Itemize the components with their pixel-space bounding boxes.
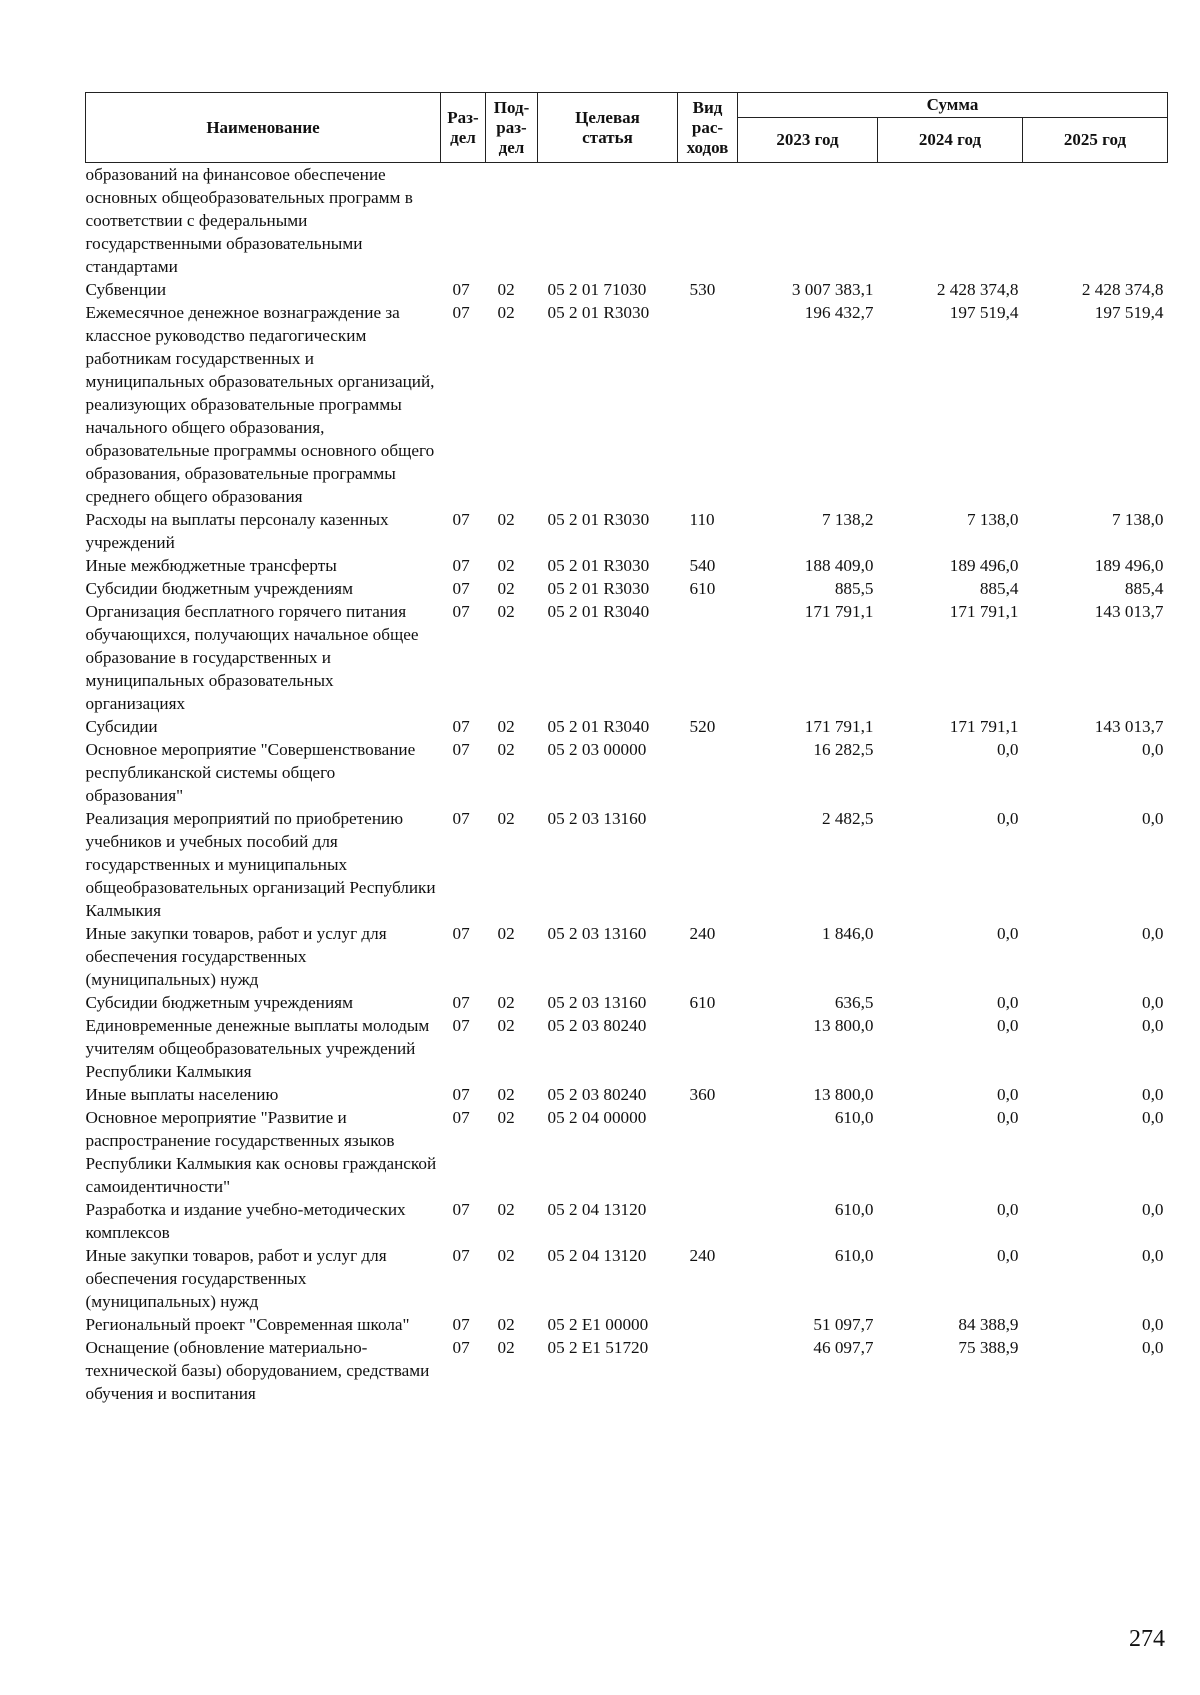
page-number: 274 <box>1129 1626 1165 1652</box>
table-row <box>86 991 1168 1014</box>
row-podrazdel: 02 <box>497 303 515 322</box>
row-sum-2025: 143 013,7 <box>1094 717 1164 736</box>
row-sum-2024: 0,0 <box>997 924 1019 943</box>
row-vid <box>678 163 738 279</box>
row-vid <box>678 807 738 922</box>
table-row <box>86 1244 1168 1313</box>
row-celevaya: 05 2 03 00000 <box>547 740 647 759</box>
row-sum-2025: 885,4 <box>1124 579 1164 598</box>
table-row <box>86 1198 1168 1244</box>
row-podrazdel: 02 <box>497 579 515 598</box>
row-sum-2025: 0,0 <box>1142 1016 1164 1035</box>
row-name: Расходы на выплаты персоналу казенных учреждений <box>85 510 389 552</box>
header-year-2023: 2023 год <box>738 118 878 163</box>
row-celevaya: 05 2 01 R3040 <box>547 717 650 736</box>
row-celevaya: 05 2 01 R3040 <box>547 602 650 621</box>
row-sum-2024: 0,0 <box>997 740 1019 759</box>
header-celevaya-text: Целевая статья <box>575 107 640 147</box>
row-vid: 240 <box>689 1246 716 1265</box>
row-name: Субсидии бюджетным учреждениям <box>85 993 353 1012</box>
row-sum-2024: 0,0 <box>997 1016 1019 1035</box>
row-celevaya: 05 2 E1 51720 <box>547 1338 649 1357</box>
row-sum-2023: 46 097,7 <box>813 1338 874 1357</box>
row-razdel: 07 <box>452 717 470 736</box>
row-podrazdel: 02 <box>497 717 515 736</box>
row-sum-2025: 2 428 374,8 <box>1081 280 1164 299</box>
row-vid <box>678 1014 738 1083</box>
row-sum-2023: 196 432,7 <box>804 303 874 322</box>
row-sum-2024: 7 138,0 <box>966 510 1019 529</box>
row-sum-2025: 0,0 <box>1142 1200 1164 1219</box>
row-sum-2024: 189 496,0 <box>949 556 1019 575</box>
row-sum-2025: 0,0 <box>1142 924 1164 943</box>
row-name: Реализация мероприятий по приобретению учебников и учебных пособий для государственных и муниципальных общеобразовательных организаций Республики Калмыкия <box>85 809 436 920</box>
row-podrazdel: 02 <box>497 1200 515 1219</box>
table-header <box>86 93 1168 163</box>
row-vid <box>678 738 738 807</box>
table-row <box>86 301 1168 508</box>
row-celevaya: 05 2 04 00000 <box>547 1108 647 1127</box>
row-podrazdel: 02 <box>497 1315 515 1334</box>
row-razdel: 07 <box>452 1338 470 1357</box>
row-name: Разработка и издание учебно-методических комплексов <box>85 1200 406 1242</box>
row-sum-2023: 7 138,2 <box>821 510 874 529</box>
row-vid: 540 <box>689 556 716 575</box>
row-razdel: 07 <box>452 1085 470 1104</box>
table-row <box>86 1083 1168 1106</box>
row-celevaya: 05 2 03 13160 <box>547 993 647 1012</box>
row-sum-2024: 0,0 <box>997 1085 1019 1104</box>
row-vid: 240 <box>689 924 716 943</box>
row-vid <box>678 1313 738 1336</box>
row-name: Иные закупки товаров, работ и услуг для обеспечения государственных (муниципальных) нужд <box>85 1246 387 1311</box>
row-sum-2023: 885,5 <box>834 579 874 598</box>
table-row <box>86 1014 1168 1083</box>
row-vid: 530 <box>689 280 716 299</box>
table-row <box>86 807 1168 922</box>
row-sum-2023 <box>738 163 878 279</box>
row-vid: 610 <box>689 993 716 1012</box>
row-celevaya: 05 2 01 R3030 <box>547 556 650 575</box>
row-podrazdel: 02 <box>497 1085 515 1104</box>
row-sum-2023: 51 097,7 <box>813 1315 874 1334</box>
row-sum-2025 <box>1023 163 1168 279</box>
row-razdel: 07 <box>452 1016 470 1035</box>
row-sum-2025: 0,0 <box>1142 809 1164 828</box>
row-name: Иные межбюджетные трансферты <box>85 556 337 575</box>
table-row <box>86 1313 1168 1336</box>
row-celevaya: 05 2 01 R3030 <box>547 579 650 598</box>
row-sum-2025: 0,0 <box>1142 1246 1164 1265</box>
row-podrazdel: 02 <box>497 740 515 759</box>
table-row <box>86 922 1168 991</box>
row-razdel <box>441 163 486 279</box>
row-podrazdel: 02 <box>497 510 515 529</box>
row-sum-2023: 2 482,5 <box>821 809 874 828</box>
table-row <box>86 715 1168 738</box>
row-podrazdel: 02 <box>497 1338 515 1357</box>
row-podrazdel: 02 <box>497 280 515 299</box>
row-sum-2025: 0,0 <box>1142 1108 1164 1127</box>
row-podrazdel: 02 <box>497 1016 515 1035</box>
row-sum-2025: 189 496,0 <box>1094 556 1164 575</box>
row-celevaya: 05 2 03 13160 <box>547 809 647 828</box>
header-year-2025: 2025 год <box>1023 118 1168 163</box>
header-podrazdel <box>486 93 538 163</box>
table-body <box>86 163 1168 1406</box>
row-razdel: 07 <box>452 602 470 621</box>
row-sum-2023: 16 282,5 <box>813 740 874 759</box>
row-vid <box>678 1106 738 1198</box>
row-name: Субсидии <box>85 717 158 736</box>
row-razdel: 07 <box>452 1200 470 1219</box>
row-podrazdel: 02 <box>497 1246 515 1265</box>
header-razdel <box>441 93 486 163</box>
row-sum-2023: 13 800,0 <box>813 1085 874 1104</box>
row-celevaya: 05 2 04 13120 <box>547 1200 647 1219</box>
row-sum-2023: 610,0 <box>834 1108 874 1127</box>
row-sum-2024: 0,0 <box>997 993 1019 1012</box>
row-vid <box>678 1198 738 1244</box>
table-row <box>86 738 1168 807</box>
row-name: образований на финансовое обеспечение основных общеобразовательных программ в соответствии с федеральными государственными образовательными стандартами <box>85 165 413 276</box>
row-sum-2024: 75 388,9 <box>958 1338 1019 1357</box>
row-sum-2023: 610,0 <box>834 1200 874 1219</box>
row-sum-2024: 0,0 <box>997 1200 1019 1219</box>
row-razdel: 07 <box>452 510 470 529</box>
table-row <box>86 508 1168 554</box>
row-sum-2023: 171 791,1 <box>804 717 874 736</box>
row-celevaya: 05 2 01 R3030 <box>547 303 650 322</box>
row-razdel: 07 <box>452 303 470 322</box>
row-vid: 110 <box>689 510 715 529</box>
row-razdel: 07 <box>452 1246 470 1265</box>
row-sum-2025: 0,0 <box>1142 1085 1164 1104</box>
row-sum-2023: 636,5 <box>834 993 874 1012</box>
row-sum-2024: 171 791,1 <box>949 602 1019 621</box>
row-vid: 360 <box>689 1085 716 1104</box>
row-sum-2023: 171 791,1 <box>804 602 874 621</box>
row-celevaya: 05 2 01 71030 <box>547 280 647 299</box>
table-row <box>86 577 1168 600</box>
row-sum-2023: 610,0 <box>834 1246 874 1265</box>
row-sum-2024: 0,0 <box>997 1108 1019 1127</box>
row-vid: 520 <box>689 717 716 736</box>
row-name: Региональный проект "Современная школа" <box>85 1315 410 1334</box>
row-sum-2024: 171 791,1 <box>949 717 1019 736</box>
row-celevaya: 05 2 03 80240 <box>547 1016 647 1035</box>
row-razdel: 07 <box>452 1108 470 1127</box>
row-sum-2025: 7 138,0 <box>1111 510 1164 529</box>
row-razdel: 07 <box>452 924 470 943</box>
row-razdel: 07 <box>452 740 470 759</box>
row-podrazdel: 02 <box>497 556 515 575</box>
row-sum-2023: 1 846,0 <box>821 924 874 943</box>
row-podrazdel <box>486 163 538 279</box>
row-name: Ежемесячное денежное вознаграждение за классное руководство педагогическим работникам государственных и муниципальных образовательных организаций, реализующих образовательные программы начального общего образования, образовательные программы основного общего образования, образовательные программы среднего общего образования <box>85 303 435 506</box>
row-sum-2023: 188 409,0 <box>804 556 874 575</box>
row-vid <box>678 301 738 508</box>
row-razdel: 07 <box>452 280 470 299</box>
row-name: Иные закупки товаров, работ и услуг для обеспечения государственных (муниципальных) нужд <box>85 924 387 989</box>
row-sum-2023: 3 007 383,1 <box>791 280 874 299</box>
header-celevaya <box>538 93 678 163</box>
table-row <box>86 278 1168 301</box>
row-sum-2024: 885,4 <box>979 579 1019 598</box>
table-row <box>86 1106 1168 1198</box>
row-celevaya: 05 2 01 R3030 <box>547 510 650 529</box>
table-row <box>86 554 1168 577</box>
row-sum-2025: 143 013,7 <box>1094 602 1164 621</box>
row-sum-2024: 197 519,4 <box>949 303 1019 322</box>
row-podrazdel: 02 <box>497 924 515 943</box>
row-sum-2025: 197 519,4 <box>1094 303 1164 322</box>
table-row <box>86 1336 1168 1405</box>
budget-table <box>85 92 1168 1405</box>
row-sum-2024: 0,0 <box>997 809 1019 828</box>
header-name: Наименование <box>86 93 441 163</box>
row-vid: 610 <box>689 579 716 598</box>
row-razdel: 07 <box>452 993 470 1012</box>
row-podrazdel: 02 <box>497 993 515 1012</box>
header-vid-text: Вид рас- ходов <box>686 97 729 157</box>
row-name: Основное мероприятие "Развитие и распространение государственных языков Республики Калмыкия как основы гражданской самоидентичности" <box>85 1108 437 1196</box>
table-row <box>86 600 1168 715</box>
row-sum-2023: 13 800,0 <box>813 1016 874 1035</box>
row-sum-2024 <box>878 163 1023 279</box>
row-sum-2025: 0,0 <box>1142 993 1164 1012</box>
row-podrazdel: 02 <box>497 1108 515 1127</box>
header-podrazdel-text: Под- раз- дел <box>493 97 530 157</box>
row-celevaya: 05 2 04 13120 <box>547 1246 647 1265</box>
row-sum-2024: 0,0 <box>997 1246 1019 1265</box>
row-name: Единовременные денежные выплаты молодым учителям общеобразовательных учреждений Республики Калмыкия <box>85 1016 430 1081</box>
header-year-2024: 2024 год <box>878 118 1023 163</box>
header-razdel-text: Раз- дел <box>447 107 479 147</box>
row-razdel: 07 <box>452 556 470 575</box>
row-name: Оснащение (обновление материально-технической базы) оборудованием, средствами обучения и воспитания <box>85 1338 430 1403</box>
header-vid <box>678 93 738 163</box>
row-celevaya: 05 2 E1 00000 <box>547 1315 649 1334</box>
header-summa: Сумма <box>738 93 1168 118</box>
row-name: Субсидии бюджетным учреждениям <box>85 579 353 598</box>
row-celevaya: 05 2 03 80240 <box>547 1085 647 1104</box>
row-celevaya <box>538 163 678 279</box>
row-razdel: 07 <box>452 1315 470 1334</box>
row-razdel: 07 <box>452 579 470 598</box>
row-name: Иные выплаты населению <box>85 1085 279 1104</box>
table-row <box>86 163 1168 279</box>
row-razdel: 07 <box>452 809 470 828</box>
row-podrazdel: 02 <box>497 602 515 621</box>
row-vid <box>678 600 738 715</box>
row-sum-2025: 0,0 <box>1142 1315 1164 1334</box>
row-podrazdel: 02 <box>497 809 515 828</box>
row-name: Организация бесплатного горячего питания обучающихся, получающих начальное общее образование в государственных и муниципальных образовательных организациях <box>85 602 419 713</box>
row-sum-2024: 84 388,9 <box>958 1315 1019 1334</box>
row-name: Субвенции <box>85 280 167 299</box>
row-celevaya: 05 2 03 13160 <box>547 924 647 943</box>
row-sum-2025: 0,0 <box>1142 1338 1164 1357</box>
row-name: Основное мероприятие "Совершенствование республиканской системы общего образования" <box>85 740 416 805</box>
row-sum-2025: 0,0 <box>1142 740 1164 759</box>
row-sum-2024: 2 428 374,8 <box>936 280 1019 299</box>
row-vid <box>678 1336 738 1405</box>
